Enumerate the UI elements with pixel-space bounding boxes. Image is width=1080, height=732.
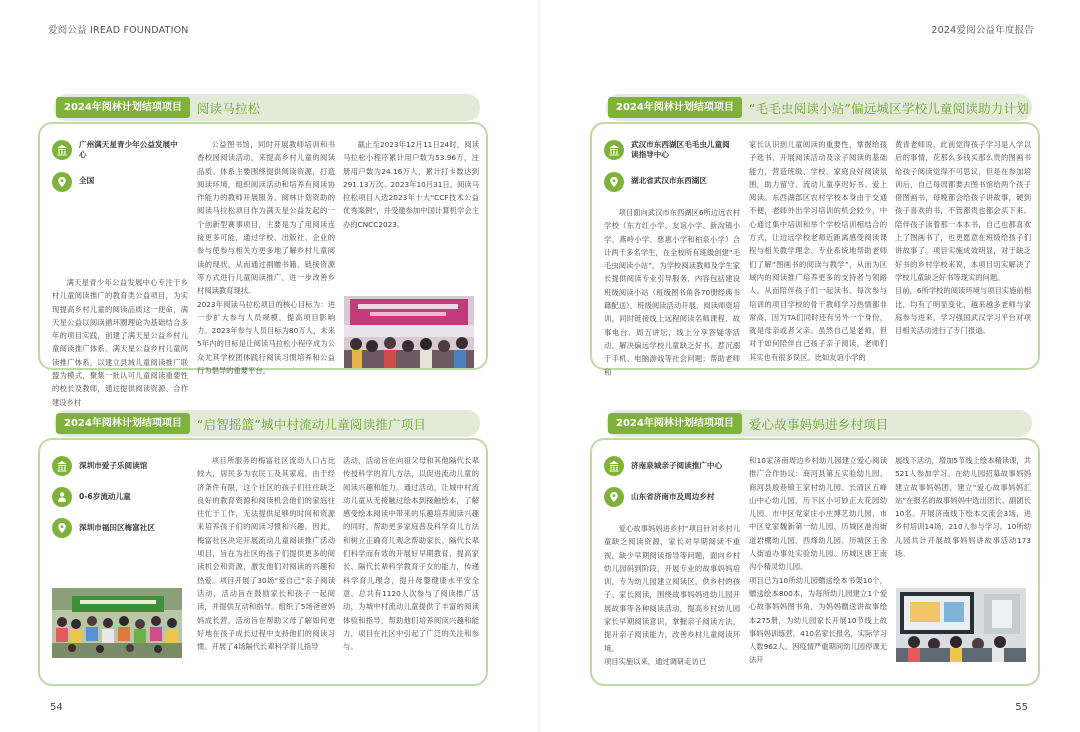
building-icon (604, 456, 624, 476)
area-row (52, 172, 180, 192)
person-icon (52, 487, 72, 507)
location-pin-icon (604, 172, 624, 192)
text-column-3 (343, 454, 479, 684)
project-title: 爱心故事妈妈进乡村项目 (748, 416, 889, 432)
project-info (604, 456, 732, 518)
paragraph: 公益图书馆，同时开展教师培训和书香校园阅读活动，来提高乡村儿童的阅读品质。体系主要围绕提供阅读资源，打造阅读环境，组织阅读活动和培养有阅读协作能力的教师开展服务。阅林计划资助的阅读马拉松项目作为满天星公益发起的一个创新型赛事项目，主要是为了用阅读连接更多可能，通过学校、出版社、企业的参与使参与相关方更多地了解乡村儿童阅读的现状，从而通过捐赠书籍、链接资源等方式进行儿童阅读推广，进一步改善乡村阅读教育现状。 2023年阅读马拉松项目的核心目标为：进一步扩大参与人员规模，提高项目影响力。2023年参与人员目标为80万人，未来5年内的目标是让阅读马拉松小程序成为公众尤其学校团体践行阅读习惯培养和公益行为倡导的重要平台。 (197, 140, 335, 376)
org-name: 济南泉城亲子阅读推广中心 (631, 460, 723, 470)
project-title: 阅读马拉松 (196, 100, 261, 116)
paragraph: 爱心故事妈妈进乡村”项目针对乡村儿童缺乏阅读资源，家长对早期阅读不重视，缺少早期阅读指导等问题，面向乡村幼儿园码到阶段，开展专业的故事妈妈培训，专为幼儿园建立阅读区，供乡村的孩子、家长阅读，围绕故事妈妈进幼儿园开展故事等各种阅读活动，提高乡村幼儿园家长早期阅读意识，掌握亲子阅读方法，提升亲子阅读能力，改善乡村儿童阅读环境。 项目实施以来，通过调研走访已 (604, 524, 740, 666)
text-column-3 (895, 454, 1031, 574)
building-icon (52, 456, 72, 476)
area-row (52, 518, 180, 538)
paragraph: 项目面向武汉市东西湖区6所边远农村学校（东方红小学、友谊小学、新沟镇小学、燕岭小学、慈惠小学和柏泉小学）合计两千多名学生，在全校所有班级创建“毛毛虫阅读小站”，为学校阅读教师及学生家长提供阅读专业引导服务，内容包括建设班级阅读小站（班级图书角各70册经典书籍配送），班级阅读活动开展、阅读师资培训，同时链接线上远程阅读名师课程、故事电台、周五讲坛，线上分享答疑等活动，解决偏远学校儿童缺乏好书、惹沉溺于手机、电脑游戏等社会问题；帮助老师和 (604, 208, 740, 377)
event-photo (896, 588, 1026, 662)
org-row (604, 140, 732, 161)
org-row (604, 456, 732, 476)
project-title-bar (606, 410, 1032, 437)
project-tag: 2024年阅林计划结项项目 (608, 413, 742, 434)
header-right: 2024爱阅公益年度报告 (931, 25, 1034, 36)
project-card (38, 122, 488, 407)
project-tag: 2024年阅林计划结项项目 (56, 97, 190, 118)
project-info (52, 140, 180, 203)
project-tag: 2024年阅林计划结项项目 (608, 97, 742, 118)
project-card (38, 438, 488, 686)
paragraph: 和10家济南周边乡村幼儿园建立爱心阅读推广合作协议：商河县第五实验幼儿园、商河县殷巷镇王家村幼儿园、长清区五峰山中心幼儿园、历下区小可妙正大花园幼儿园、市中区党家庄小庄博艺幼儿园、市中区党家魏新第一幼儿园、历城区港沟街道岩棚幼儿园、西烽幼儿园、历城区王舍人街道办事处实验幼儿园、历城区唐王南沟小精灵幼儿园。 项目已为10所幼儿园赠送绘本书架10个，赠送绘本800本，为每所幼儿园建立1个爱心故事妈妈图书角，为妈妈赠送讲故事绘本275册，为幼儿园家长开展10节线上故事妈妈训练营，410名家长报名，实际学习人数962人。因疫情严重期间幼儿园停课无法开 (749, 456, 887, 665)
project-title-bar (54, 94, 480, 121)
event-photo (52, 588, 182, 658)
paragraph: 家长认识到儿童阅读的重要性，掌握给孩子选书、开展阅读活动及亲子阅读的基础能力，营造班级、学校、家庭良好阅读氛围，助力留守、流动儿童享迟好书、爱上阅读。东西湖部区农村学校本身由于交通不便，老师外出学习培训的机会较少，中心通过集中培训和举个学校培训相结合的方式，让边远学校老师近距离感受阅读课程与相关教学理念、专业系统地帮助老师们了解“图画书的阅读与教学”，从而为区域内的阅读推广培养更多的支持者与领路人，从而陪伴孩子们一起读书。每次参与培训的项目学校的骨干教师学习热情都非常高，因为TA们同时还有另外一个身份，就是母亲或者父亲。虽然自己是老师，但对于如何陪伴自己孩子亲子阅读，老师们其实也有很多误区。比如友谊小学的 (749, 140, 887, 362)
paragraph: 黄青老师说，此前觉得孩子学习是入学以后的事情，花那么多钱买那么贵的图画书给孩子阅读觉得不可思议，但是在参加培训后，自己每周都要去图书馆给两个孩子借图画书，每晚都会给孩子讲故事，硬到孩子喜欢的书，不管都贵也都会买下来。陪伴孩子读着那一本本书，自己也都喜欢上了图画书了，也更愿意在班级给孩子们讲故事了。项目实施成效明显，对于缺乏好书的乡村学校来说，本项目切实解决了学校儿童缺乏好书等现实的问题。 目前，6所学校的阅读环境与项目实施前相比，均有了明显变化，越来越多老师与家庭参与进来，学习强国武汉学习平台对项目相关活动进行了专门报道。 (895, 140, 1031, 336)
service-area: 湖北省武汉市东西湖区 (631, 176, 707, 186)
building-icon (52, 140, 72, 160)
page-spine (538, 0, 542, 732)
project-panel-enlightenment-cradle (38, 404, 490, 682)
org-name: 广州满天星青少年公益发展中心 (79, 140, 178, 160)
location-pin-icon (52, 172, 72, 192)
project-card (590, 438, 1040, 686)
location-pin-icon (604, 487, 624, 507)
page-number-right: 55 (1015, 702, 1028, 713)
paragraph: 展线下活动，增加5节线上绘本精读课，共521人参加学习。在幼儿园招募故事妈妈建立故事妈妈团，建立“爱心故事妈妈汇站”在报名的故事妈妈中选出团长、副团长10名。开展济南线下绘本交流会3场，进乡村培训14场，210人参与学习。10所幼儿园共计开展故事妈妈讲故事活动173场。 (895, 456, 1031, 559)
service-area: 全国 (79, 176, 95, 186)
building-icon (604, 140, 624, 160)
project-panel-caterpillar-reading-station (590, 88, 1042, 377)
target-group: 0-6岁流动儿童 (79, 491, 131, 501)
text-column-1 (604, 522, 740, 684)
area-row (604, 172, 732, 192)
project-panel-story-mothers (590, 404, 1042, 682)
text-column-1 (52, 276, 188, 407)
service-area: 山东省济南市及周边乡村 (631, 491, 715, 501)
text-column-2 (749, 138, 887, 368)
project-title: “毛毛虫阅读小站”偏远城区学校儿童阅读助力计划 (748, 100, 1029, 116)
project-title-bar (54, 410, 480, 437)
location-pin-icon (52, 518, 72, 538)
age-row (52, 487, 180, 507)
text-column-2 (197, 138, 335, 376)
project-info (52, 456, 180, 549)
project-tag: 2024年阅林计划结项项目 (56, 413, 190, 434)
project-info (604, 140, 732, 203)
org-name: 武汉市东西湖区毛毛虫儿童阅读指导中心 (631, 140, 730, 160)
event-photo (344, 296, 474, 368)
text-column-3 (343, 138, 479, 248)
paragraph: 截止至2023年12月11日24时，阅读马拉松小程序累计用户数为53.96万，注册用户数为24.16万人，累计打卡数达到291.13万次。2023年10月31日，阅读马拉松项目入选2023年十大“CCF技术公益优秀案例”，并受邀参加中国计算机学会主办的CNCC2023。 (343, 140, 479, 229)
text-column-3 (895, 138, 1031, 368)
service-area: 深圳市福田区梅富社区 (79, 522, 155, 532)
paragraph: 项目所服务的梅富社区流动人口占比较大，居民多为农民工及其家庭。由于经济条件有限，这个社区的孩子们往往缺乏良好的教育资源和阅读机会他们的家庭往往忙于工作，无法提供足够的时间和资源来培养孩子们的阅读习惯和兴趣。因此，梅富社区决定开展流动儿童阅读推广活动项目，旨在为社区的孩子们提供更多的阅读机会和资源，激发他们对阅读的兴趣和热爱。项目开展了30场“爱自己”亲子阅读活动，活动旨在鼓励家长和孩子一起阅读，并提供互动和指导。组织了5场爸爸妈妈成长营，活动旨在帮助父母了解如何更好地在孩子成长过程中支持他们的阅读习惯。开展了4场隔代长辈科学育儿指导 (197, 456, 335, 652)
paragraph: 满天星青少年公益发展中心专注于乡村儿童阅读推广的教育类公益项目，为实现提高乡村儿童的阅读品质这一使命，满天星公益以阅读循环圈理论为基础结合多年的项目实践，创建了满天星公益乡村儿童阅读推广体系。满天星公益乡村儿童阅读推广体系，以建立县域儿童阅读推广联盟为模式，聚集一批认可儿童阅读重要性的校长及教师，通过提供阅读资源、合作建设乡村 (52, 278, 188, 407)
project-card (590, 122, 1040, 377)
project-panel-reading-marathon (38, 88, 490, 407)
paragraph: 活动，活动旨在向祖父母和其他隔代长辈传授科学的育儿方法，以促进流动儿童的阅读兴趣和能力。通过活动，让城中村流动儿童从无接触过绘本到接触绘本，了解感受绘本阅读中带来的乐趣培养阅读兴趣的同时，帮助更多家庭普及科学育儿方法和树立正确育儿观念帮助家长、隔代长辈们科学而有效的开展好早期教育，提高家长、隔代长辈科学教育子女的能力，传递科学育儿理念，提升母婴健康水平安全意。总共有1120人次参与了阅读推广活动，为城中村流动儿童提供了丰富的阅读体验和指导，帮助他们培养阅读兴趣和能力，项目在社区中引起了广泛的关注和参与。 (343, 456, 479, 652)
org-row (52, 456, 180, 476)
text-column-2 (197, 454, 335, 684)
project-title: “启智摇篮”城中村流动儿童阅读推广项目 (196, 416, 427, 432)
text-column-2 (749, 454, 887, 684)
org-row (52, 140, 180, 161)
area-row (604, 487, 732, 507)
text-column-1 (604, 206, 740, 377)
project-title-bar (606, 94, 1032, 121)
page-number-left: 54 (50, 702, 63, 713)
org-name: 深圳市爱子乐阅读馆 (79, 460, 148, 470)
header-left: 爱阅公益 IREAD FOUNDATION (48, 25, 189, 36)
